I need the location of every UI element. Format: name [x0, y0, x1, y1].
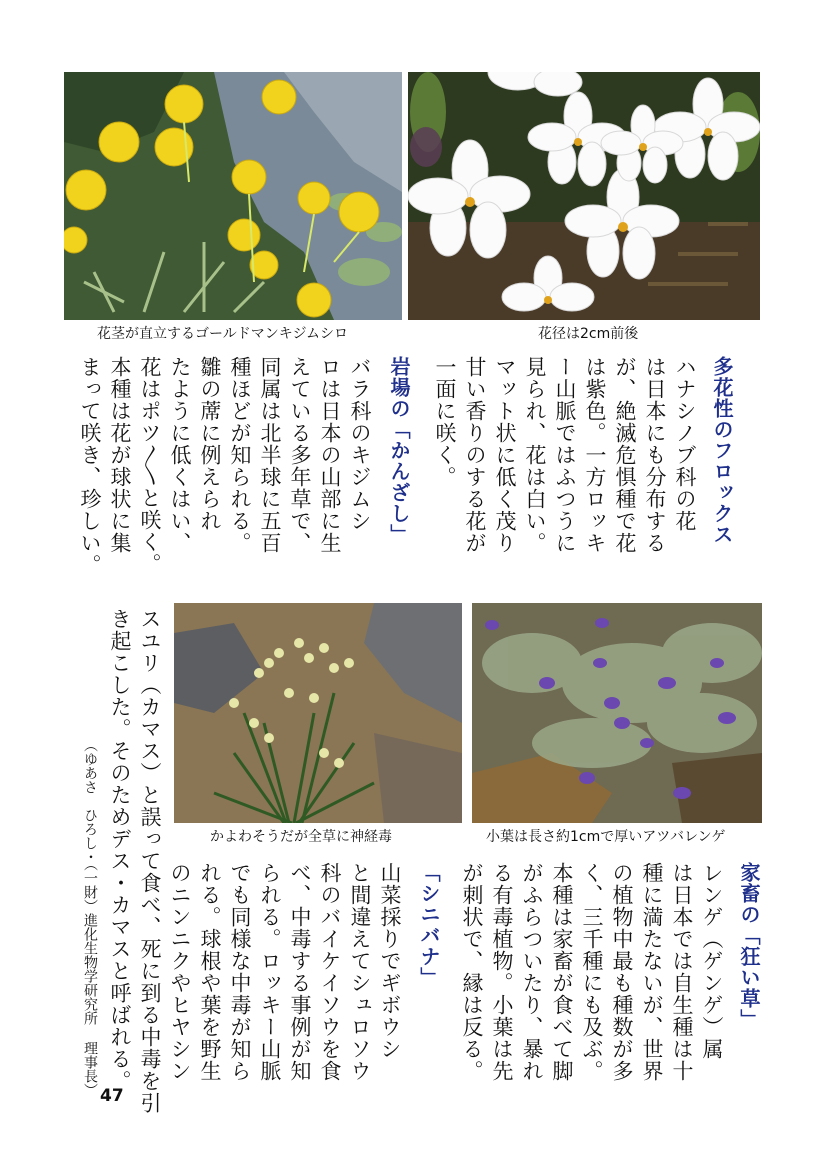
page-number: 47	[100, 1086, 124, 1106]
body-text-line: 科のバイケイソウを食	[318, 862, 342, 1082]
body-text-line: たように低くはい、	[168, 356, 192, 554]
body-text-line: スユリ（カマス）と誤って食べ、死に到る中毒を引	[138, 608, 162, 1114]
body-text-line: 種ほどが知られる。	[228, 356, 252, 554]
body-text-line: 種に満たないが、世界	[640, 862, 664, 1082]
body-text-line: れる。球根や葉を野生	[198, 862, 222, 1082]
section-heading: 家畜の「狂い草」	[737, 862, 761, 1030]
body-text-line: は日本では自生種は十	[670, 862, 694, 1082]
body-text-line: 見られ、花は白い。	[523, 356, 547, 554]
photo-caption: 小葉は長さ約1cmで厚いアツバレンゲ	[486, 829, 726, 845]
body-text-line: が刺状で、縁は反る。	[460, 862, 484, 1082]
photo-death-camas	[174, 603, 462, 823]
body-text-line: と間違えてシュロソウ	[348, 862, 372, 1082]
body-text-line: でも同様な中毒が知ら	[228, 862, 252, 1082]
body-text-line: 本種は花が球状に集	[108, 356, 132, 554]
body-text-line: られる。ロッキー山脈	[258, 862, 282, 1082]
body-text-line: 山菜採りでギボウシ	[378, 862, 402, 1060]
body-text-line: えている多年草で、	[288, 356, 312, 554]
body-text-line: がふらついたり、暴れ	[520, 862, 544, 1082]
photo-astragalus	[472, 603, 762, 823]
photo-caption: 花茎が直立するゴールドマンキジムシロ	[97, 326, 349, 342]
body-text-line: ロは日本の山部に生	[318, 356, 342, 554]
body-text-line: ハナシノブ科の花	[673, 356, 697, 532]
body-text-line: マット状に低く茂り	[493, 356, 517, 554]
body-text-line: ー山脈ではふつうに	[553, 356, 577, 554]
section-heading: 「シニバナ」	[417, 862, 441, 988]
body-text-line: レンゲ（ゲンゲ）属	[700, 862, 724, 1060]
body-text-line: の植物中最も種数が多	[610, 862, 634, 1082]
body-text-line: べ、中毒する事例が知	[288, 862, 312, 1082]
section-heading: 多花性のフロックス	[710, 356, 734, 545]
body-text-line: 甘い香りのする花が	[463, 356, 487, 554]
body-text-line: く、三千種にも及ぶ。	[580, 862, 604, 1082]
photo-caption: 花径は2cm前後	[538, 326, 639, 342]
author-credit: （ゆあさ ひろし・（一財）進化生物学研究所 理事長）	[82, 738, 98, 1097]
body-text-line: 花はポツ〳〵と咲く。	[138, 356, 162, 575]
body-text-line: のニンニクやヒヤシン	[168, 862, 192, 1082]
body-text-line: き起こした。そのためデス・カマスと呼ばれる。	[108, 608, 132, 1092]
photo-goldman-cinquefoil	[64, 72, 402, 320]
body-text-line: まって咲き、珍しい。	[78, 356, 102, 576]
body-text-line: が、絶滅危惧種で花	[613, 356, 637, 554]
body-text-line: 雛の蓆に例えられ	[198, 356, 222, 532]
body-text-line: は日本にも分布する	[643, 356, 667, 554]
photo-caption: かよわそうだが全草に神経毒	[210, 829, 392, 845]
body-text-line: る有毒植物。小葉は先	[490, 862, 514, 1082]
photo-phlox	[408, 72, 760, 320]
body-text-line: 同属は北半球に五百	[258, 356, 282, 554]
body-text-line: は紫色。一方ロッキ	[583, 356, 607, 554]
body-text-line: 本種は家畜が食べて脚	[550, 862, 574, 1082]
body-text-line: バラ科のキジムシ	[348, 356, 372, 532]
body-text-line: 一面に咲く。	[433, 356, 457, 488]
section-heading: 岩場の「かんざし」	[387, 356, 411, 545]
